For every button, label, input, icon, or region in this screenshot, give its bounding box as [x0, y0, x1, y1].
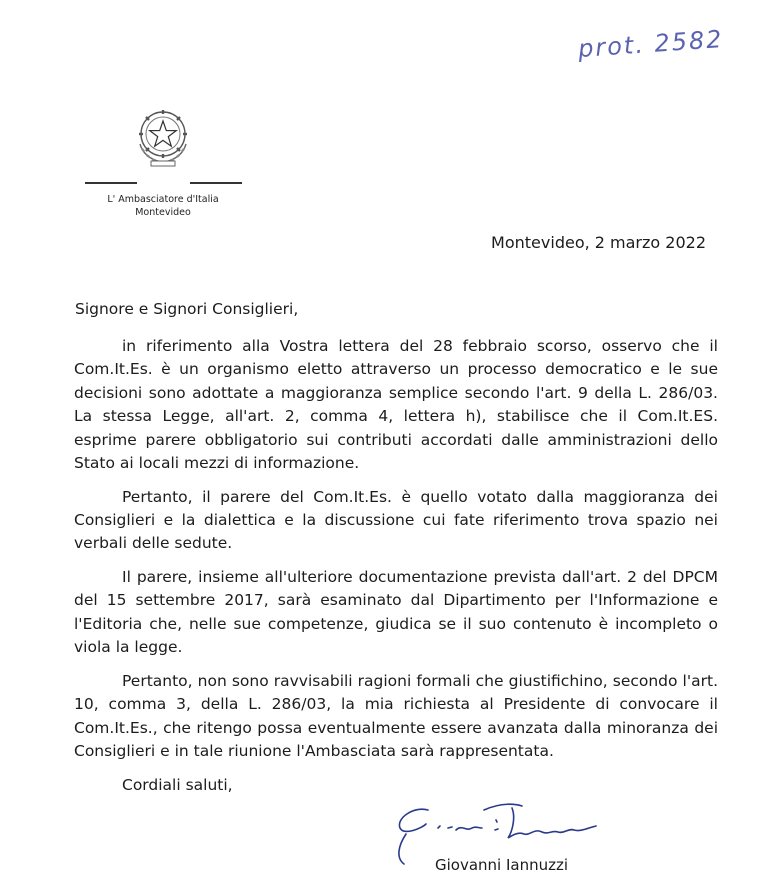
protocol-stamp: prot. 2582 [577, 24, 725, 64]
sender-city: Montevideo [135, 207, 191, 218]
letter-body [74, 335, 718, 807]
sender-office [80, 193, 246, 219]
header-rule-right [190, 182, 242, 184]
signer-name: Giovanni Iannuzzi [435, 856, 569, 874]
closing: Cordiali saluti, [122, 775, 233, 794]
paragraph: Pertanto, il parere del Com.It.Es. è quello votato dalla maggioranza dei Consiglieri e la dialettica e la discussione cui fate riferimento trova spazio nei verbali delle sedute. [74, 487, 718, 553]
salutation: Signore e Signori Consiglieri, [75, 300, 299, 318]
paragraph: Pertanto, non sono ravvisabili ragioni formali che giustifichino, secondo l'art. 10, comma 3, della L. 286/03, la mia richiesta al Presidente di convocare il Com.It.Es., che ritengo possa eventualmente essere avanzata dalla minoranza dei Consiglieri e in tale riunione l'Ambasciata sarà rappresentata. [74, 671, 718, 761]
header-rule-left [85, 182, 137, 184]
paragraph: in riferimento alla Vostra lettera del 28 febbraio scorso, osservo che il Com.It.Es. è un organismo eletto attraverso un processo democratico e le sue decisioni sono adottate a maggioranza semplice secondo l'art. 9 della L. 286/03. La stessa Legge, all'art. 2, comma 4, lettera h), stabilisce che il Com.It.ES. esprime parere obbligatorio sui contributi accordati dalle amministrazioni dello Stato ai locali mezzi di informazione. [74, 337, 718, 473]
letter-date: Montevideo, 2 marzo 2022 [491, 233, 706, 252]
sender-title: L' Ambasciatore d'Italia [107, 194, 219, 205]
italian-republic-emblem-icon [132, 104, 194, 168]
paragraph: Il parere, insieme all'ulteriore documentazione prevista dall'art. 2 del DPCM del 15 settembre 2017, sarà esaminato dal Dipartimento per l'Informazione e l'Editoria che, nelle sue competenze, giudica se il suo contenuto è incompleto o viola la legge. [74, 568, 718, 657]
